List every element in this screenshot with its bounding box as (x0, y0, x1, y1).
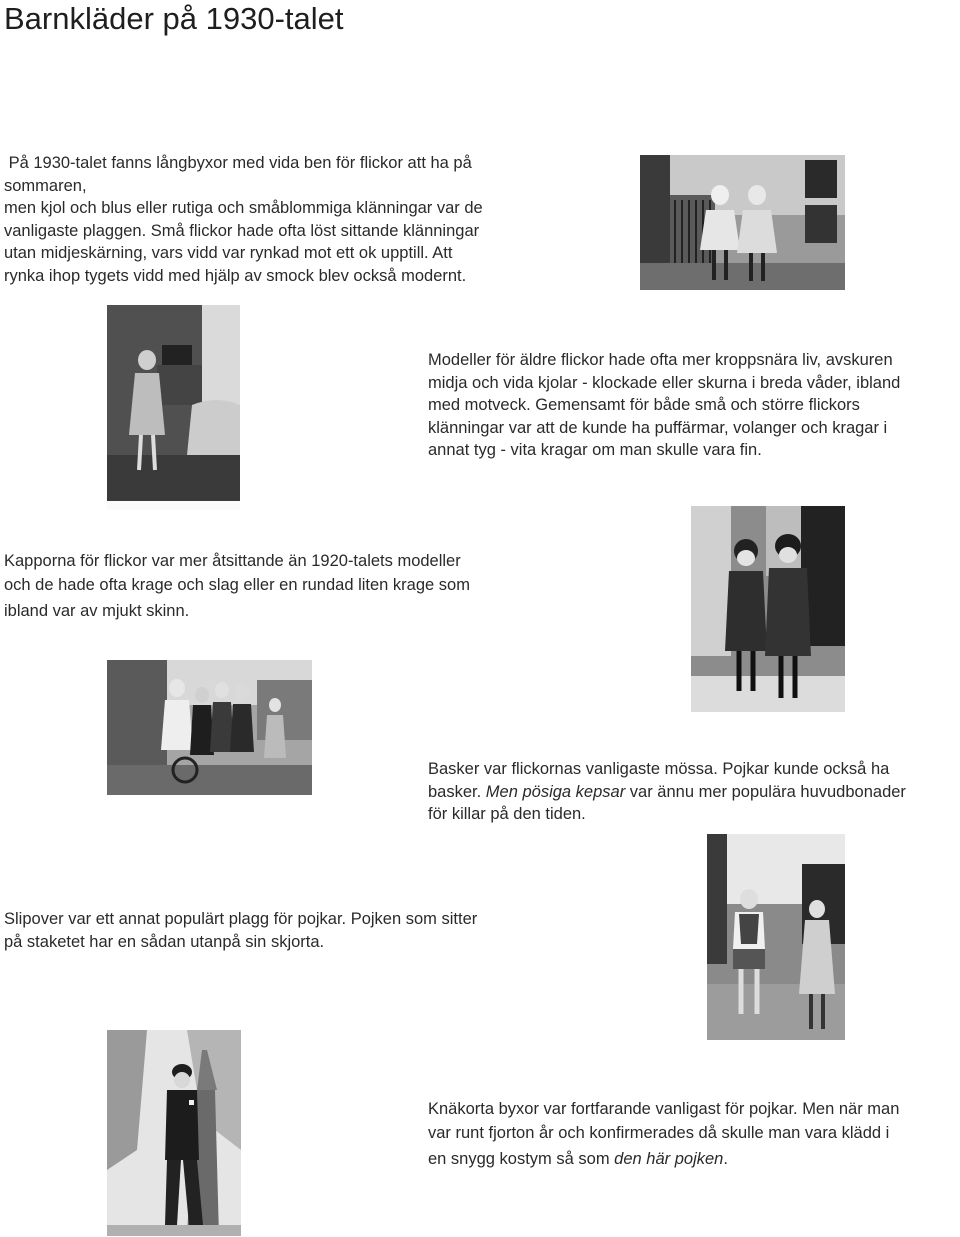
text-line: ibland var av mjukt skinn. (4, 602, 190, 620)
text-line: Kapporna för flickor var mer åtsittande än 1920-talets modeller (4, 552, 461, 570)
text-line: sommaren, (4, 176, 87, 195)
text-line: men kjol och blus eller rutiga och småblommiga klänningar var de (4, 199, 483, 217)
text-line: klänningar var att de kunde ha puffärmar, volanger och kragar i (428, 418, 888, 437)
photo-group-of-children (107, 660, 312, 795)
text-block-caps (428, 758, 906, 826)
text-line (428, 1148, 899, 1172)
text-block-slipover (4, 908, 477, 954)
text-line: och de hade ofta krage och slag eller en rundad liten krage som (4, 575, 470, 594)
photo-girl-at-table (107, 305, 240, 510)
emphasis-text: Men pösiga kepsar (485, 782, 626, 801)
text-block-suit (428, 1098, 899, 1172)
photo-two-girls-porch (640, 155, 845, 290)
photo-boy-and-girl-fence (707, 834, 845, 1040)
text-line (428, 781, 906, 804)
text-block-coats (4, 550, 470, 624)
text-line: på staketet har en sådan utanpå sin skjorta. (4, 933, 325, 951)
text-line: Basker var flickornas vanligaste mössa. Pojkar kunde också ha (428, 760, 890, 778)
text-line: var runt fjorton år och konfirmerades då skulle man vara klädd i (428, 1123, 890, 1142)
page-title: Barnkläder på 1930-talet (4, 1, 344, 36)
text-segment: basker. (428, 782, 486, 801)
text-line: midja och vida kjolar - klockade eller skurna i breda våder, ibland (428, 373, 901, 392)
photo-boy-by-tree (107, 1030, 241, 1236)
text-line: Slipover var ett annat populärt plagg för pojkar. Pojken som sitter (4, 910, 478, 928)
text-segment: var ännu mer populära huvudbonader (625, 782, 906, 801)
text-segment: en snygg kostym så som (428, 1150, 615, 1168)
text-line: Knäkorta byxor var fortfarande vanligast för pojkar. Men när man (428, 1100, 900, 1118)
photo-two-children-coats (691, 506, 845, 712)
text-line: vanligaste plaggen. Små flickor hade ofta löst sittande klänningar (4, 221, 480, 240)
text-line: rynka ihop tygets vidd med hjälp av smock blev också modernt. (4, 266, 467, 285)
text-line: På 1930-talet fanns långbyxor med vida ben för flickor att ha på (4, 154, 472, 172)
text-line: Modeller för äldre flickor hade ofta mer kroppsnära liv, avskuren (428, 351, 893, 369)
text-line: utan midjeskärning, vars vidd var rynkad mot ett ok upptill. Att (4, 244, 453, 262)
text-segment: . (723, 1150, 728, 1168)
text-block-older-girls (428, 349, 900, 462)
text-block-summer-clothes (4, 152, 483, 287)
text-line: för killar på den tiden. (428, 805, 586, 823)
text-line: med motveck. Gemensamt för både små och större flickors (428, 396, 860, 414)
text-line: annat tyg - vita kragar om man skulle vara fin. (428, 441, 762, 459)
emphasis-text: den här pojken (614, 1150, 724, 1168)
